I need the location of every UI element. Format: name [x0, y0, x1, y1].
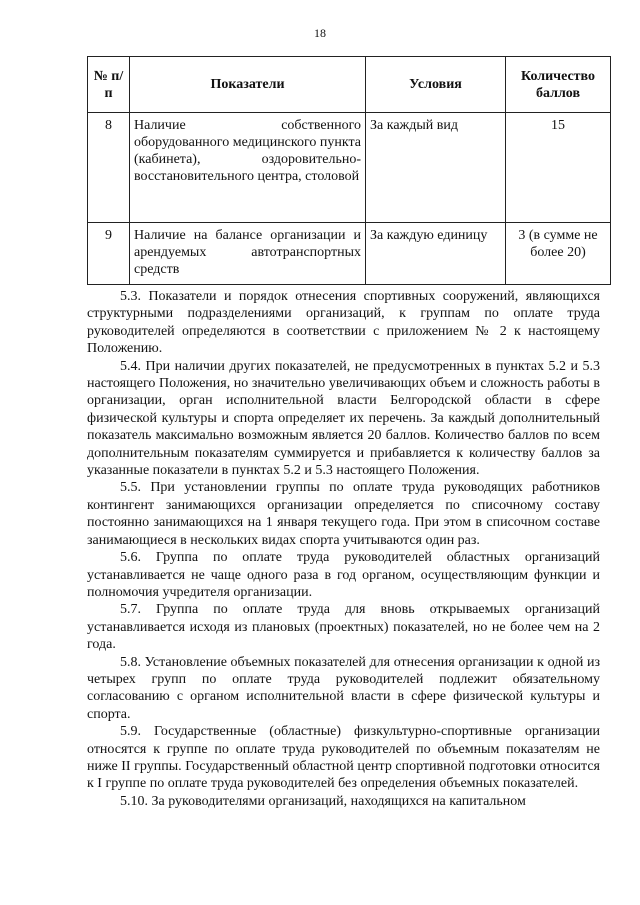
header-points: Количество баллов: [506, 57, 611, 113]
row-number: 9: [88, 223, 130, 285]
table-row: [88, 113, 611, 223]
header-indicator: Показатели: [130, 57, 366, 113]
table-header-row: [88, 57, 611, 113]
paragraph-5-9: 5.9. Государственные (областные) физкультурно-спортивные организации относятся к группе по оплате труда руководителей по объемным показателям не ниже II группы. Государственный областной центр спортивной подготовки относится к I группе по оплате труда руководителей без определения объемных показателей.: [87, 724, 600, 792]
body-text: [87, 288, 600, 810]
row-points: 3 (в сумме не более 20): [506, 223, 611, 285]
row-number: 8: [88, 113, 130, 223]
paragraph-5-3: 5.3. Показатели и порядок отнесения спортивных сооружений, являющихся структурными подразделениями организаций, к группам по оплате труда руководителей определяются в соответствии с приложением № 2 к настоящему Положению.: [87, 289, 600, 357]
paragraph-5-8: 5.8. Установление объемных показателей для отнесения организации к одной из четырех групп по оплате труда руководителей подлежит обязательному согласованию с органом исполнительной власти в сфере физической культуры и спорта.: [87, 654, 600, 722]
paragraph-5-6: 5.6. Группа по оплате труда руководителей областных организаций устанавливается не чаще одного раза в год органом, осуществляющим функции и полномочия учредителя организации.: [87, 550, 600, 600]
row-condition: За каждый вид: [366, 113, 506, 223]
paragraph-5-7: 5.7. Группа по оплате труда для вновь открываемых организаций устанавливается исходя из плановых (проектных) показателей, но не более чем на 2 года.: [87, 602, 600, 653]
paragraph-5-10: 5.10. За руководителями организаций, находящихся на капитальном: [120, 793, 526, 809]
indicators-table: [87, 56, 611, 285]
row-condition: За каждую единицу: [366, 223, 506, 285]
header-number: № п/п: [88, 57, 130, 113]
row-points: 15: [506, 113, 611, 223]
paragraph-5-5: 5.5. При установлении группы по оплате труда руководящих работников контингент занимающихся организации определяется по списочному составу постоянно занимающихся на 1 января текущего года. При этом в списочном составе занимающиеся в нескольких видах спорта учитываются один раз.: [87, 480, 600, 548]
row-indicator: Наличие на балансе организации и арендуемых автотранспортных средств: [130, 223, 366, 285]
table-row: [88, 223, 611, 285]
header-condition: Условия: [366, 57, 506, 113]
paragraph-5-4: 5.4. При наличии других показателей, не предусмотренных в пунктах 5.2 и 5.3 настоящего Положения, но значительно увеличивающих объем и сложность работы в организации, орган исполнительной власти Белгородской области в сфере физической культуры и спорта определяет их перечень. За каждый дополнительный показатель максимально возможным является 20 баллов. Количество баллов по всем дополнительным показателям суммируется и прибавляется к количеству баллов за указанные показатели в пунктах 5.2 и 5.3 настоящего Положения.: [87, 358, 600, 479]
row-indicator: Наличие собственного оборудованного медицинского пункта (кабинета), оздоровительно-восстановительного центра, столовой: [130, 113, 366, 223]
page-number: 18: [314, 26, 326, 40]
